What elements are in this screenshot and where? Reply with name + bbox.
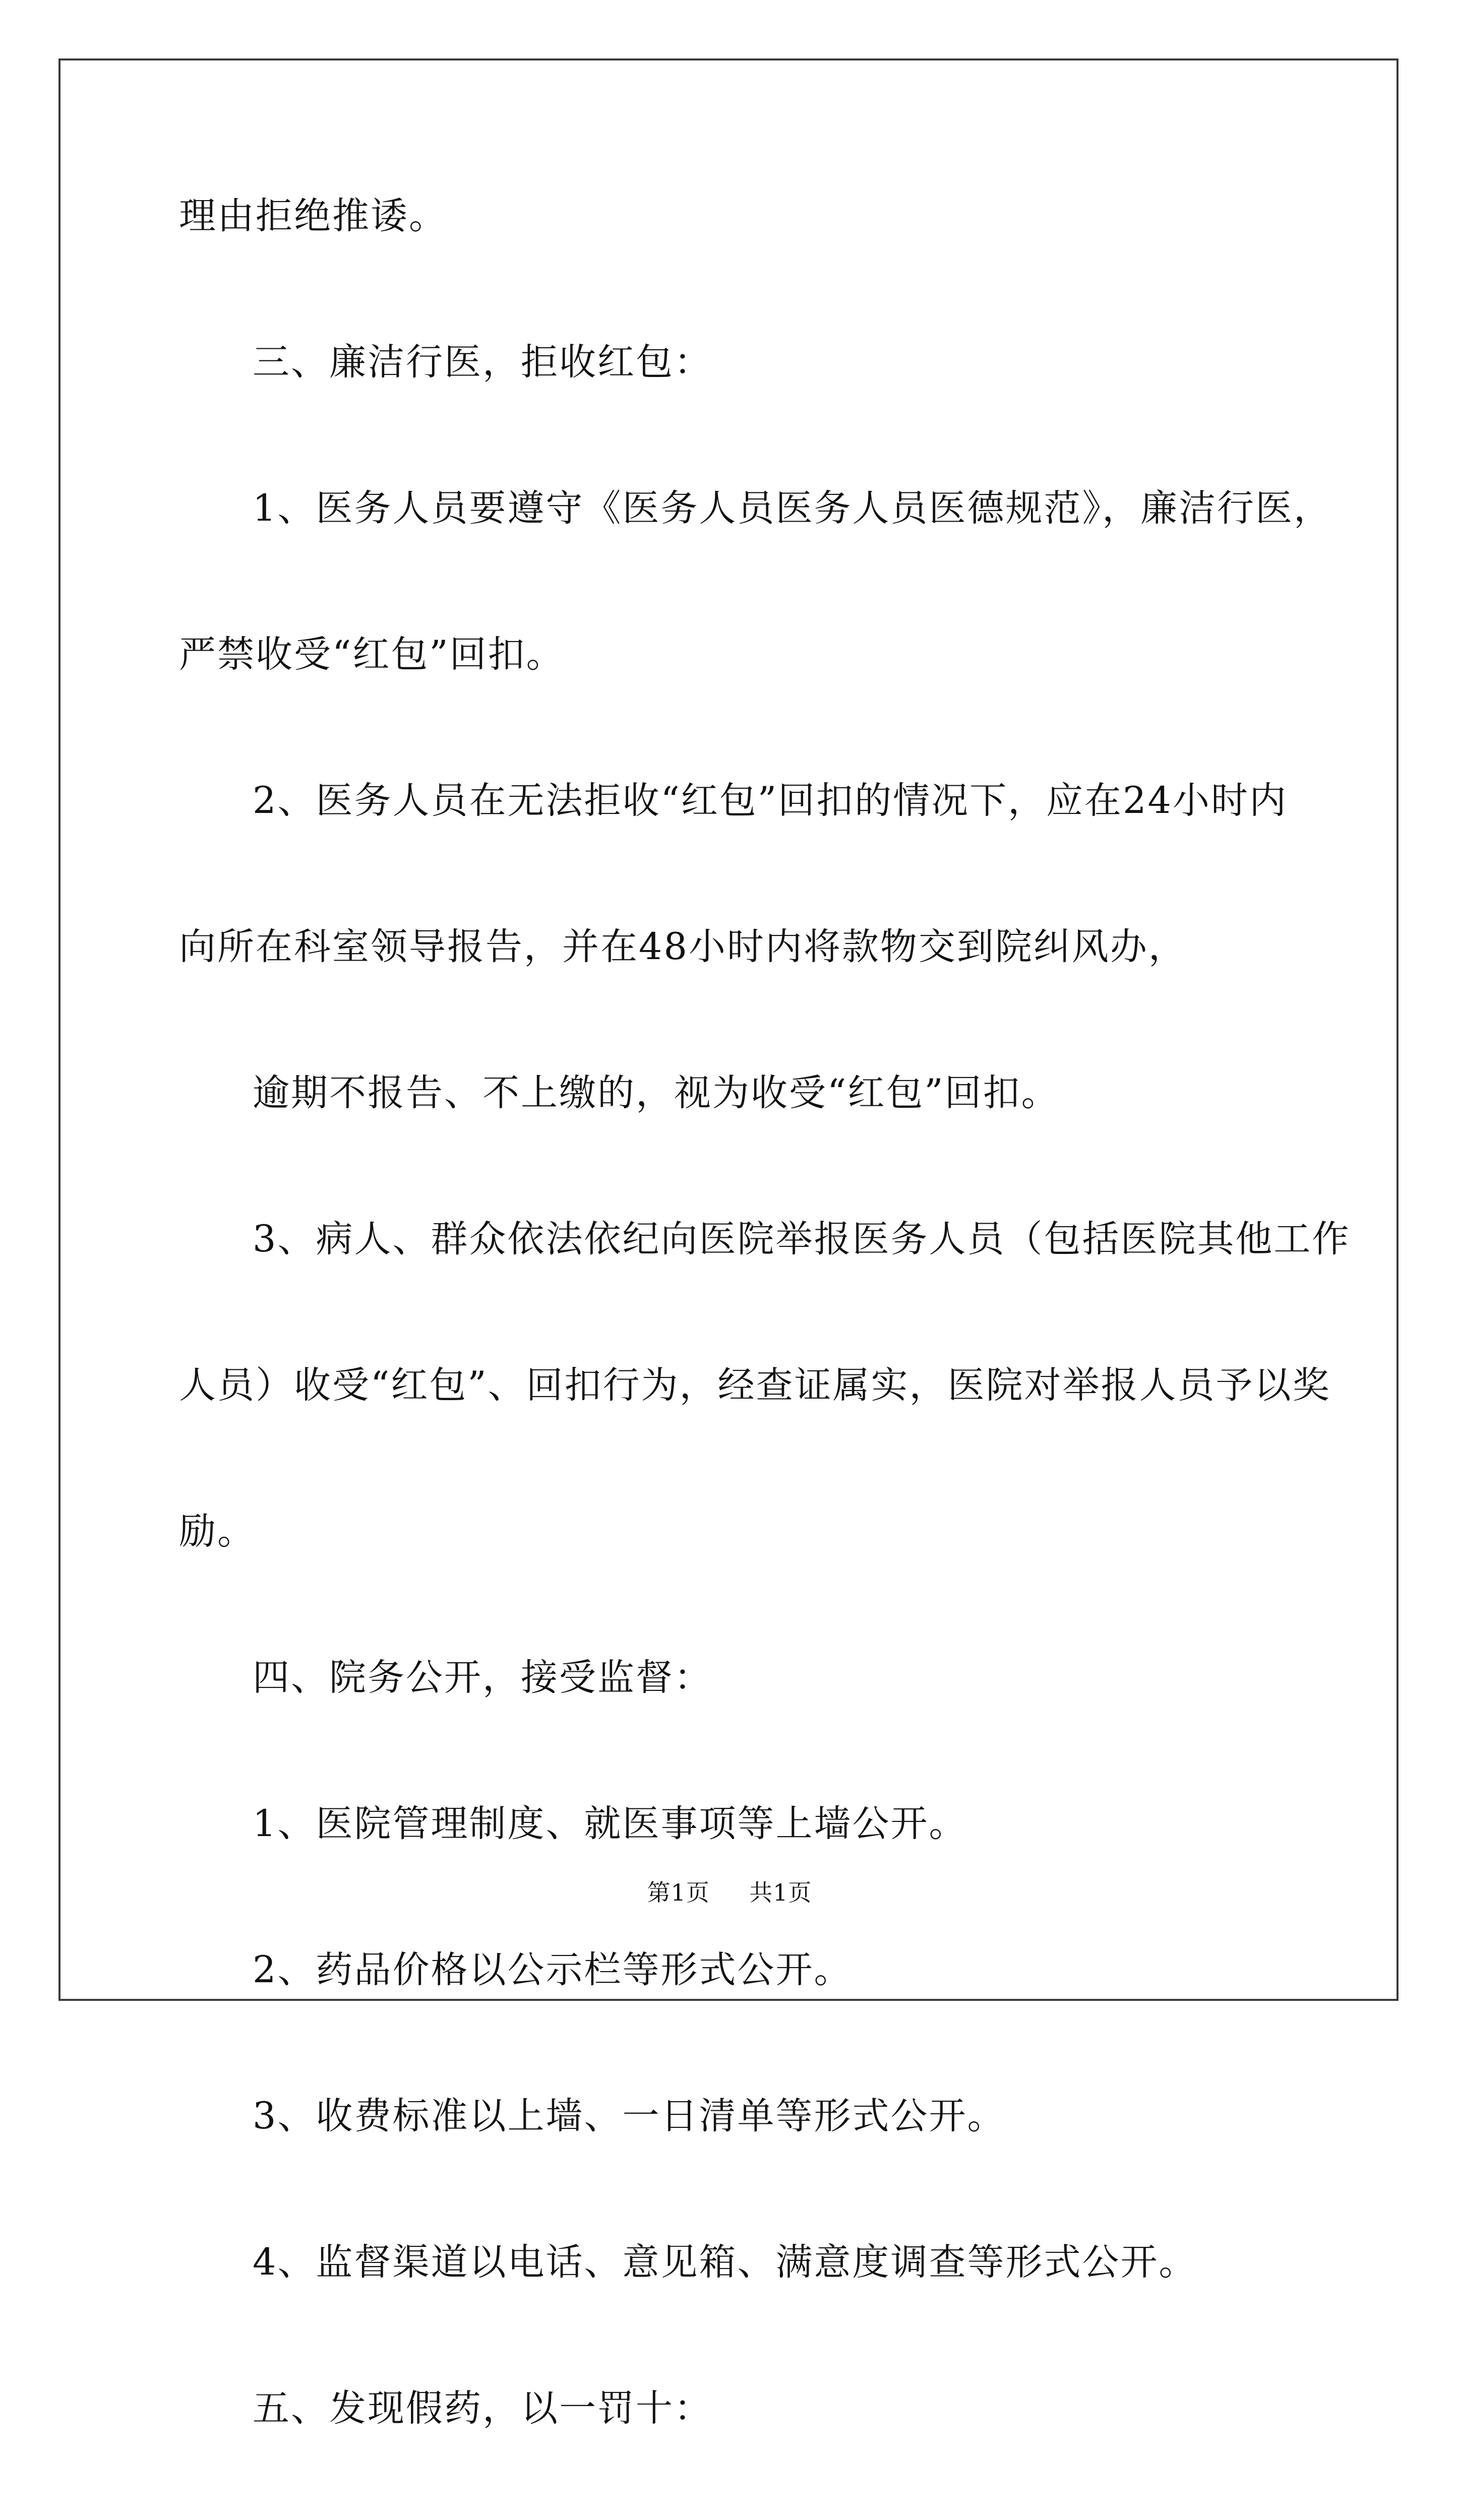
section-heading-5: 五、发现假药，以一罚十： <box>253 2387 712 2430</box>
section-heading-4: 四、院务公开，接受监督： <box>253 1656 712 1699</box>
paragraph-line: 4、监督渠道以电话、意见箱、满意度调查等形式公开。 <box>253 2241 1197 2284</box>
footer-spacer <box>718 1879 742 1906</box>
paragraph-line: 2、药品价格以公示栏等形式公开。 <box>253 1948 853 1991</box>
paragraph-line: 向所在科室领导报告，并在48小时内将款物交到院纠风办， <box>179 925 1187 968</box>
paragraph-line: 逾期不报告、不上缴的，视为收受“红包”回扣。 <box>253 1072 1060 1114</box>
page-number: 第1页 <box>647 1879 710 1906</box>
paragraph-line: 理由拒绝推诿。 <box>179 195 447 237</box>
page-footer <box>0 1877 1459 1908</box>
page-total: 共1页 <box>749 1879 812 1906</box>
paragraph-line: 1、医院管理制度、就医事项等上墙公开。 <box>253 1802 967 1845</box>
paragraph-line: 人员）收受“红包”、回扣行为，经查证属实，医院对举报人员予以奖 <box>179 1364 1331 1407</box>
document-body <box>179 192 1351 2520</box>
section-heading-3: 三、廉洁行医，拒收红包： <box>253 341 712 384</box>
paragraph-line: 1、医务人员要遵守《医务人员医务人员医德规范》，廉洁行医， <box>253 487 1332 530</box>
paragraph-line: 2、医务人员在无法拒收“红包”回扣的情况下，应在24小时内 <box>253 779 1288 822</box>
paragraph-line: 严禁收受“红包”回扣。 <box>179 633 565 676</box>
paragraph-line: 励。 <box>179 1510 256 1553</box>
paragraph-line: 3、病人、群众依法依纪向医院举报医务人员（包括医院其他工作 <box>253 1218 1351 1261</box>
paragraph-line: 3、收费标准以上墙、一日清单等形式公开。 <box>253 2095 1006 2137</box>
